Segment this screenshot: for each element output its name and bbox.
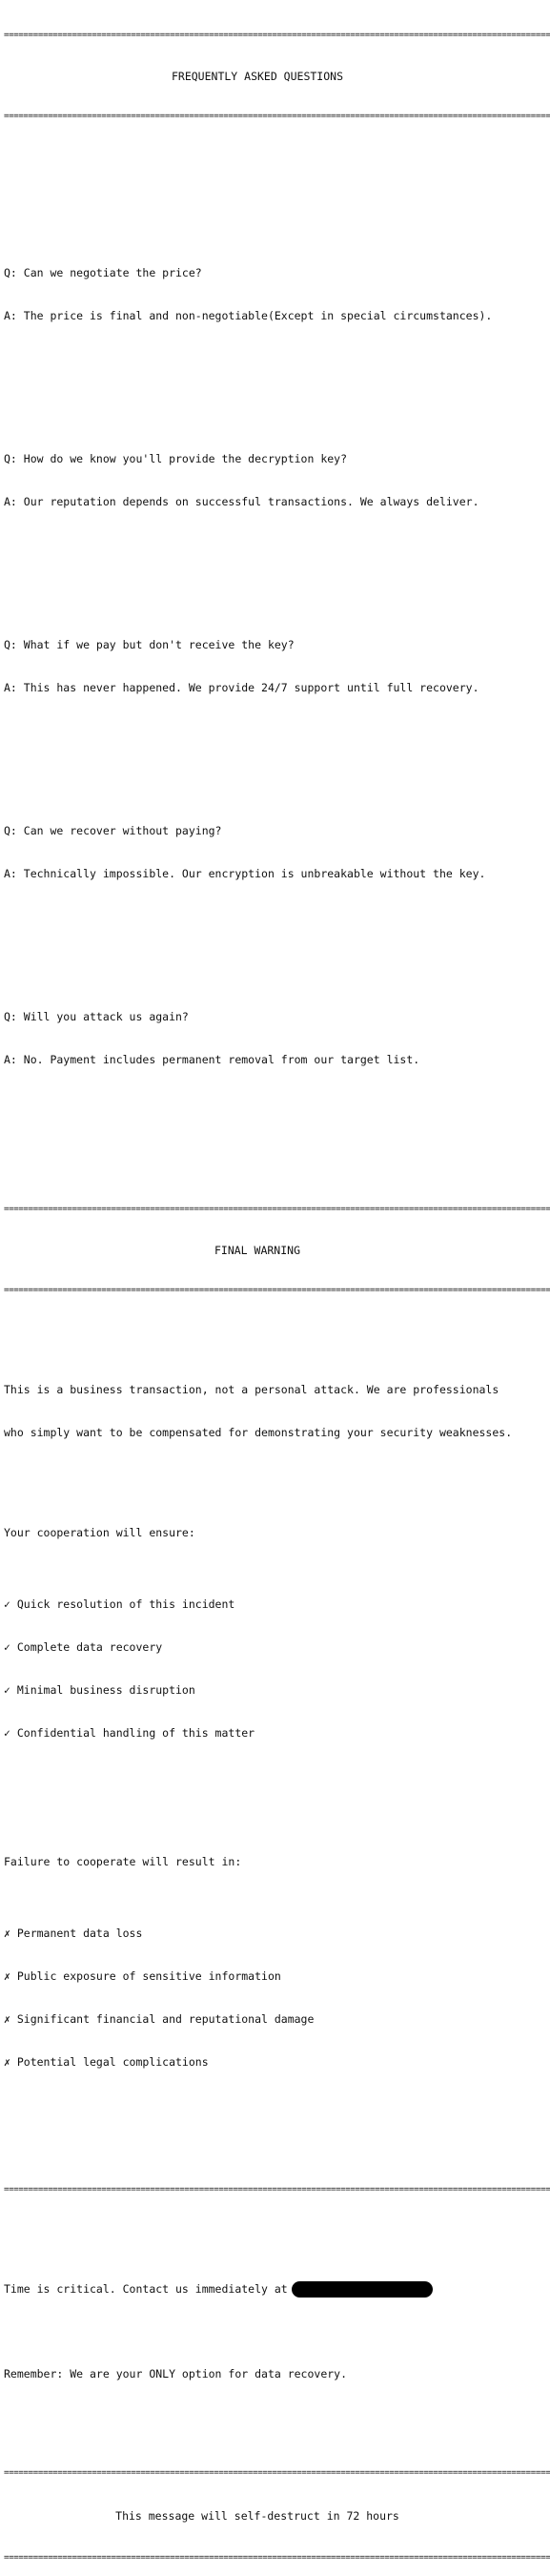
separator-rule bbox=[4, 2186, 511, 2194]
faq-item bbox=[4, 609, 511, 724]
faq-answer: A: Our reputation depends on successful transactions. We always deliver. bbox=[4, 495, 479, 508]
warning-intro-line: who simply want to be compensated for demonstrating your security weaknesses. bbox=[4, 1426, 513, 1439]
ensure-item: ✓ Confidential handling of this matter bbox=[4, 1726, 255, 1740]
faq-answer: A: This has never happened. We provide 24/7 support until full recovery. bbox=[4, 681, 479, 694]
ensure-item: ✓ Minimal business disruption bbox=[4, 1683, 195, 1697]
separator-rule bbox=[4, 1206, 511, 1213]
faq-question: Q: Will you attack us again? bbox=[4, 1010, 189, 1023]
faq-answer: A: The price is final and non-negotiable(Except in special circumstances). bbox=[4, 309, 493, 322]
separator-rule bbox=[4, 1287, 511, 1294]
separator-rule bbox=[4, 31, 511, 39]
faq-heading: FREQUENTLY ASKED QUESTIONS bbox=[171, 70, 343, 83]
ransom-note-document bbox=[4, 0, 511, 2576]
faq-answer: A: No. Payment includes permanent removal from our target list. bbox=[4, 1053, 420, 1066]
separator-rule bbox=[4, 113, 511, 120]
faq-list bbox=[4, 209, 511, 1124]
ensure-heading: Your cooperation will ensure: bbox=[4, 1526, 195, 1539]
failure-item: ✗ Permanent data loss bbox=[4, 1927, 143, 1940]
faq-item bbox=[4, 237, 511, 352]
failure-item: ✗ Potential legal complications bbox=[4, 2055, 209, 2069]
failure-list bbox=[4, 1898, 511, 2098]
ensure-item: ✓ Complete data recovery bbox=[4, 1640, 163, 1654]
faq-question: Q: Can we negotiate the price? bbox=[4, 266, 202, 279]
faq-question: Q: How do we know you'll provide the decryption key? bbox=[4, 452, 348, 465]
failure-heading: Failure to cooperate will result in: bbox=[4, 1855, 242, 1868]
contact-row bbox=[4, 2281, 511, 2298]
faq-item bbox=[4, 423, 511, 538]
failure-item: ✗ Public exposure of sensitive information bbox=[4, 1969, 281, 1983]
reminder-text: Remember: We are your ONLY option for data recovery. bbox=[4, 2367, 348, 2380]
faq-answer: A: Technically impossible. Our encryption is unbreakable without the key. bbox=[4, 867, 486, 880]
faq-item bbox=[4, 981, 511, 1096]
self-destruct-notice: This message will self-destruct in 72 hours bbox=[115, 2509, 399, 2523]
ensure-item: ✓ Quick resolution of this incident bbox=[4, 1597, 235, 1611]
contact-text: Time is critical. Contact us immediately at bbox=[4, 2282, 288, 2296]
separator-rule bbox=[4, 2469, 511, 2477]
failure-item: ✗ Significant financial and reputational damage bbox=[4, 2012, 315, 2026]
final-warning-heading: FINAL WARNING bbox=[214, 1244, 300, 1257]
faq-question: Q: Can we recover without paying? bbox=[4, 824, 222, 837]
ensure-list bbox=[4, 1569, 511, 1769]
redacted-contact-block bbox=[292, 2281, 433, 2298]
faq-question: Q: What if we pay but don't receive the key? bbox=[4, 638, 295, 651]
separator-rule bbox=[4, 2554, 511, 2562]
faq-item bbox=[4, 795, 511, 910]
warning-intro-line: This is a business transaction, not a personal attack. We are professionals bbox=[4, 1383, 499, 1396]
